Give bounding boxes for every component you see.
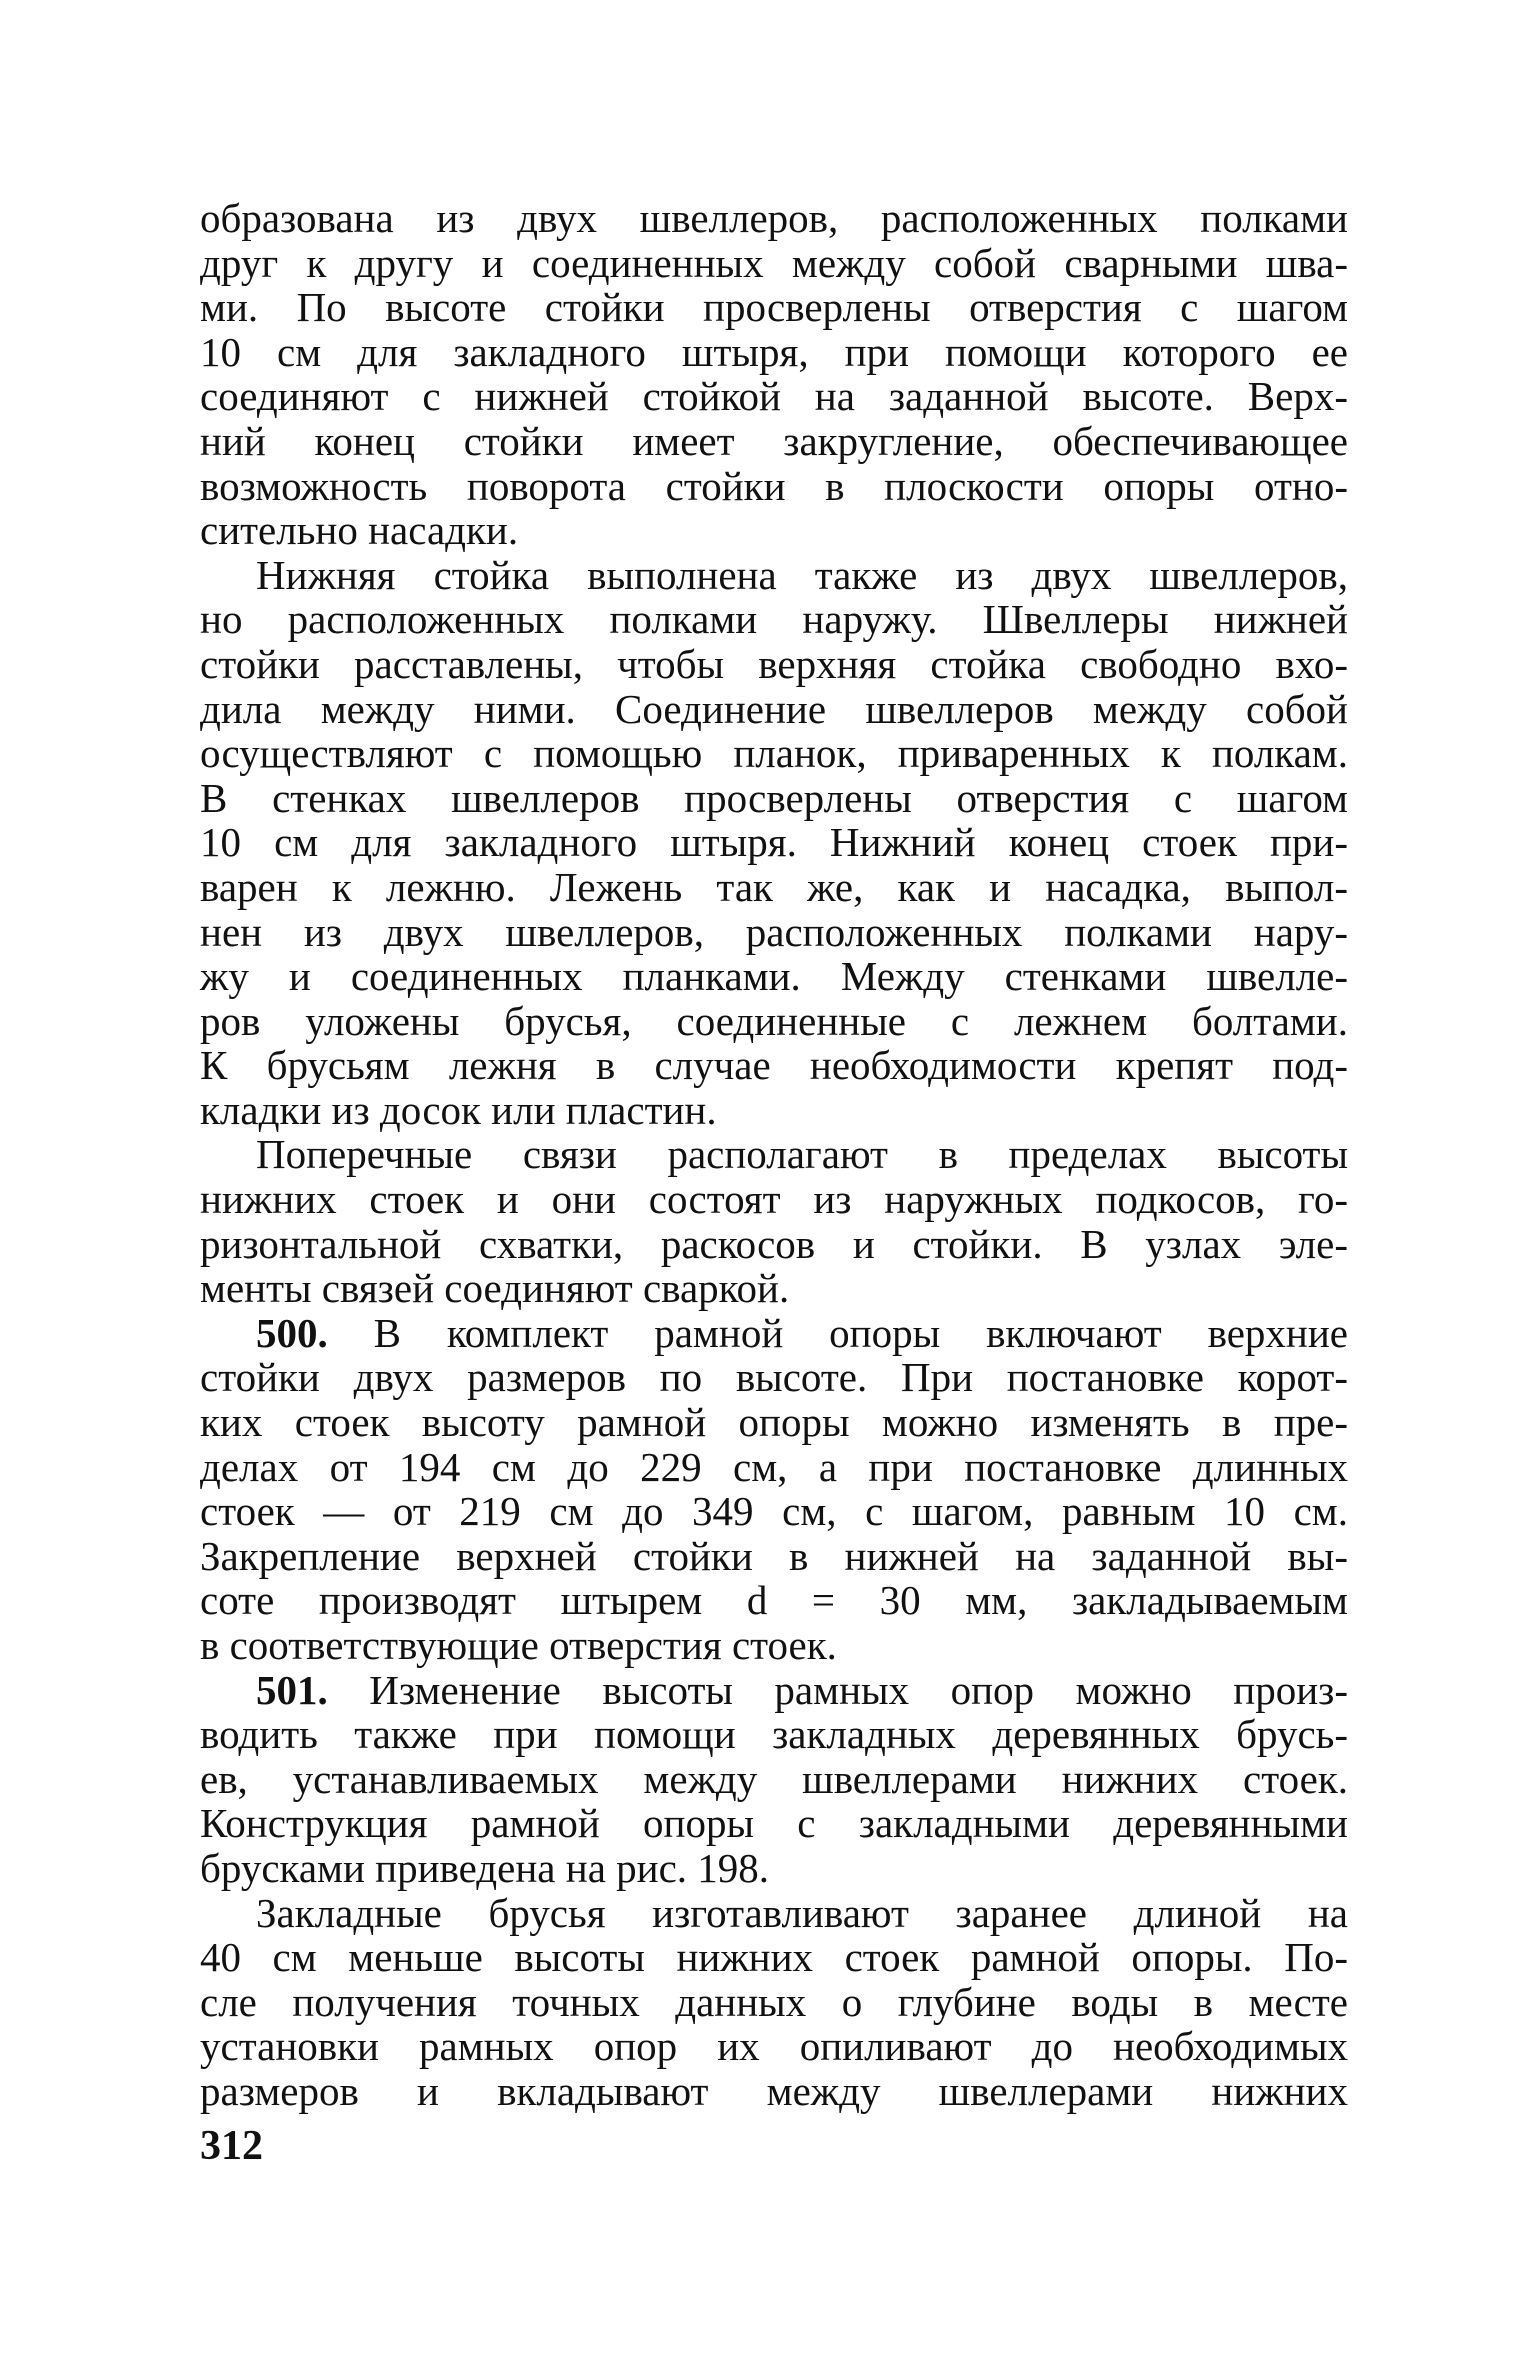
text-line	[200, 1311, 1348, 1356]
text-line: в соответствующие отверстия стоек.	[200, 1622, 837, 1668]
text-line: менты связей соединяют сваркой.	[200, 1265, 790, 1312]
paragraph-continuation	[200, 196, 1348, 553]
text-fragment: Изменение высоты рамных опор можно произ-	[369, 1666, 1348, 1713]
text-line: делах от 194 см до 229 см, а при постановке длинных	[200, 1443, 1348, 1490]
paragraph-lower-post	[200, 553, 1348, 1133]
text-line: брусками приведена на рис. 198.	[200, 1844, 770, 1891]
text-line: ми. По высоте стойки просверлены отверстия с шагом	[200, 284, 1348, 331]
text-line: жу и соединенных планками. Между стенками швелле-	[200, 953, 1348, 1000]
text-line: соединяют с нижней стойкой на заданной высоте. Верх-	[200, 373, 1348, 420]
text-line: кладки из досок или пластин.	[200, 1086, 717, 1133]
text-line: ких стоек высоту рамной опоры можно изменять в пре-	[200, 1399, 1348, 1446]
text-line: 10 см для закладного штыря. Нижний конец стоек при-	[200, 819, 1348, 866]
section-number: 501.	[256, 1666, 328, 1713]
text-line: 10 см для закладного штыря, при помощи которого ее	[200, 328, 1348, 375]
text-line: Закладные брусья изготавливают заранее длиной на	[256, 1889, 1348, 1936]
text-line: В стенках швеллеров просверлены отверстия с шагом	[200, 774, 1348, 821]
text-line: Конструкция рамной опоры с закладными деревянными	[200, 1800, 1348, 1847]
text-line: размеров и вкладывают между швеллерами нижних	[200, 2067, 1348, 2114]
text-line	[200, 1668, 1348, 1713]
text-line: варен к лежню. Лежень так же, как и насадка, выпол-	[200, 863, 1348, 910]
text-line: сительно насадки.	[200, 507, 519, 554]
page-number: 312	[200, 2123, 263, 2169]
text-line: 40 см меньше высоты нижних стоек рамной опоры. По-	[200, 1934, 1348, 1981]
paragraph-500	[200, 1311, 1348, 1668]
text-line: ев, устанавливаемых между швеллерами нижних стоек.	[200, 1755, 1348, 1802]
text-line: нижних стоек и они состоят из наружных подкосов, го-	[200, 1176, 1348, 1223]
text-line: но расположенных полками наружу. Швеллеры нижней	[200, 596, 1348, 643]
paragraph-embedded-bars	[200, 1891, 1348, 2114]
text-line: Поперечные связи располагают в пределах высоты	[256, 1131, 1348, 1178]
text-line: дила между ними. Соединение швеллеров между собой	[200, 685, 1348, 732]
text-line: нен из двух швеллеров, расположенных полками нару-	[200, 908, 1348, 955]
paragraph-cross-bracing	[200, 1132, 1348, 1310]
text-line: водить также при помощи закладных деревянных брусь-	[200, 1711, 1348, 1758]
text-line: друг к другу и соединенных между собой сварными шва-	[200, 239, 1348, 286]
text-line: ров уложены брусья, соединенные с лежнем болтами.	[200, 997, 1348, 1044]
text-line: К брусьям лежня в случае необходимости крепят под-	[200, 1042, 1348, 1089]
text-line: осуществляют с помощью планок, приваренных к полкам.	[200, 730, 1348, 777]
text-line: соте производят штырем d = 30 мм, закладываемым	[200, 1577, 1348, 1624]
text-line: ний конец стойки имеет закругление, обеспечивающее	[200, 417, 1348, 464]
text-line: сле получения точных данных о глубине воды в месте	[200, 1978, 1348, 2025]
text-line: Нижняя стойка выполнена также из двух швеллеров,	[256, 551, 1348, 598]
text-line: стоек — от 219 см до 349 см, с шагом, равным 10 см.	[200, 1488, 1348, 1535]
text-line: установки рамных опор их опиливают до необходимых	[200, 2023, 1348, 2070]
paragraph-501	[200, 1668, 1348, 1891]
text-line: возможность поворота стойки в плоскости опоры отно-	[200, 462, 1348, 509]
section-number: 500.	[256, 1309, 328, 1356]
text-line: стойки расставлены, чтобы верхняя стойка свободно вхо-	[200, 640, 1348, 687]
text-line: ризонтальной схватки, раскосов и стойки. В узлах эле-	[200, 1220, 1348, 1267]
text-fragment: В комплект рамной опоры включают верхние	[373, 1309, 1349, 1356]
text-line: стойки двух размеров по высоте. При постановке корот-	[200, 1354, 1348, 1401]
text-line: образована из двух швеллеров, расположенных полками	[200, 195, 1348, 241]
page-body	[200, 196, 1348, 2114]
text-line: Закрепление верхней стойки в нижней на заданной вы-	[200, 1532, 1348, 1579]
